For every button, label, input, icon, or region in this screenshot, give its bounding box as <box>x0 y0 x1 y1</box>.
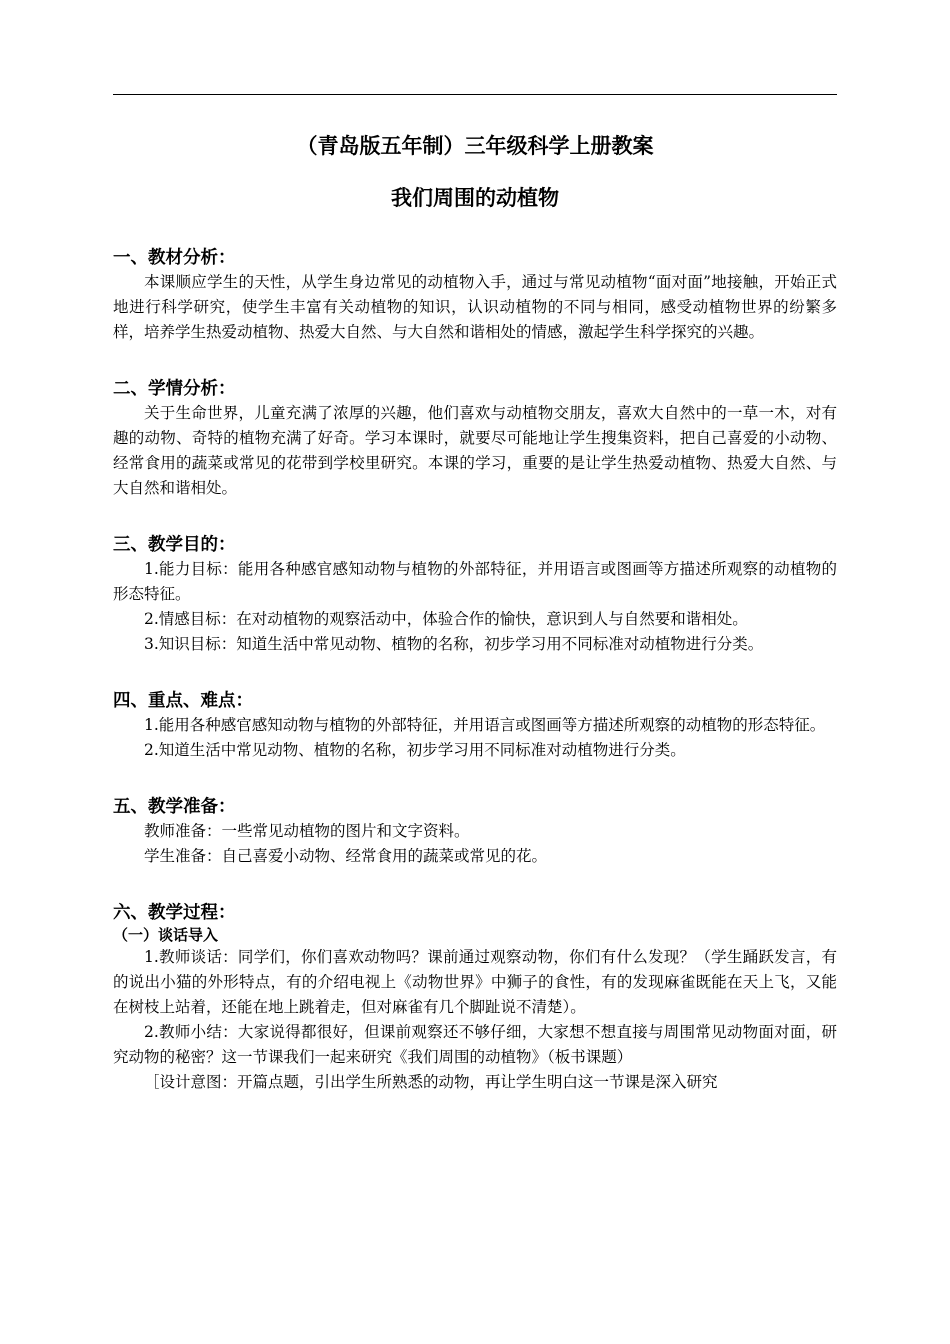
section-heading: 一、教材分析： <box>113 248 236 268</box>
section-preparation <box>113 795 837 869</box>
section-heading: 六、教学过程： <box>113 903 236 923</box>
section-heading: 四、重点、难点： <box>113 691 253 711</box>
section-student-analysis <box>113 377 837 501</box>
section-materials-analysis <box>113 246 837 345</box>
subsection-heading: （一）谈话导入 <box>113 926 219 944</box>
paragraph: 2.教师小结：大家说得都很好，但课前观察还不够仔细，大家想不想直接与周围常见动物面对面，研究动物的秘密？这一节课我们一起来研究《我们周围的动植物》（板书课题） <box>113 1023 837 1066</box>
section-key-points <box>113 689 837 763</box>
paragraph: 1.教师谈话：同学们，你们喜欢动物吗？课前通过观察动物，你们有什么发现？（学生踊跃发言，有的说出小猫的外形特点，有的介绍电视上《动物世界》中狮子的食性，有的发现麻雀既能在天上飞，又能在树枝上站着，还能在地上跳着走，但对麻雀有几个脚趾说不清楚）。 <box>113 948 837 1016</box>
section-heading: 五、教学准备： <box>113 797 236 817</box>
paragraph: 本课顺应学生的天性，从学生身边常见的动植物入手，通过与常见动植物“面对面”地接触，开始正式地进行科学研究，使学生丰富有关动植物的知识，认识动植物的不同与相同，感受动植物世界的纷繁多样，培养学生热爱动植物、热爱大自然、与大自然和谐相处的情感，激起学生科学探究的兴趣。 <box>113 273 837 341</box>
paragraph: 1.能用各种感官感知动物与植物的外部特征，并用语言或图画等方描述所观察的动植物的形态特征。 <box>144 716 826 734</box>
paragraph: 3.知识目标：知道生活中常见动物、植物的名称，初步学习用不同标准对动植物进行分类。 <box>144 635 764 653</box>
section-teaching-objectives <box>113 533 837 657</box>
section-teaching-process <box>113 901 837 1095</box>
document-body <box>113 132 837 1095</box>
section-heading: 三、教学目的： <box>113 535 236 555</box>
paragraph: 关于生命世界，儿童充满了浓厚的兴趣，他们喜欢与动植物交朋友，喜欢大自然中的一草一木，对有趣的动物、奇特的植物充满了好奇。学习本课时，就要尽可能地让学生搜集资料，把自己喜爱的小动物、经常食用的蔬菜或常见的花带到学校里研究。本课的学习，重要的是让学生热爱动植物、热爱大自然、与大自然和谐相处。 <box>113 404 837 497</box>
paragraph: 学生准备：自己喜爱小动物、经常食用的蔬菜或常见的花。 <box>144 847 548 865</box>
paragraph: 2.知道生活中常见动物、植物的名称，初步学习用不同标准对动植物进行分类。 <box>144 741 686 759</box>
paragraph: 2.情感目标：在对动植物的观察活动中，体验合作的愉快，意识到人与自然要和谐相处。 <box>144 610 748 628</box>
document-title: （青岛版五年制）三年级科学上册教案 <box>296 134 654 158</box>
section-heading: 二、学情分析： <box>113 379 236 399</box>
paragraph: 1.能力目标：能用各种感官感知动物与植物的外部特征，并用语言或图画等方描述所观察的动植物的形态特征。 <box>113 560 837 603</box>
header-rule <box>113 94 837 95</box>
paragraph: 教师准备：一些常见动植物的图片和文字资料。 <box>144 822 470 840</box>
paragraph: ［设计意图：开篇点题，引出学生所熟悉的动物，再让学生明白这一节课是深入研究 <box>144 1073 718 1091</box>
document-subtitle: 我们周围的动植物 <box>391 186 559 210</box>
